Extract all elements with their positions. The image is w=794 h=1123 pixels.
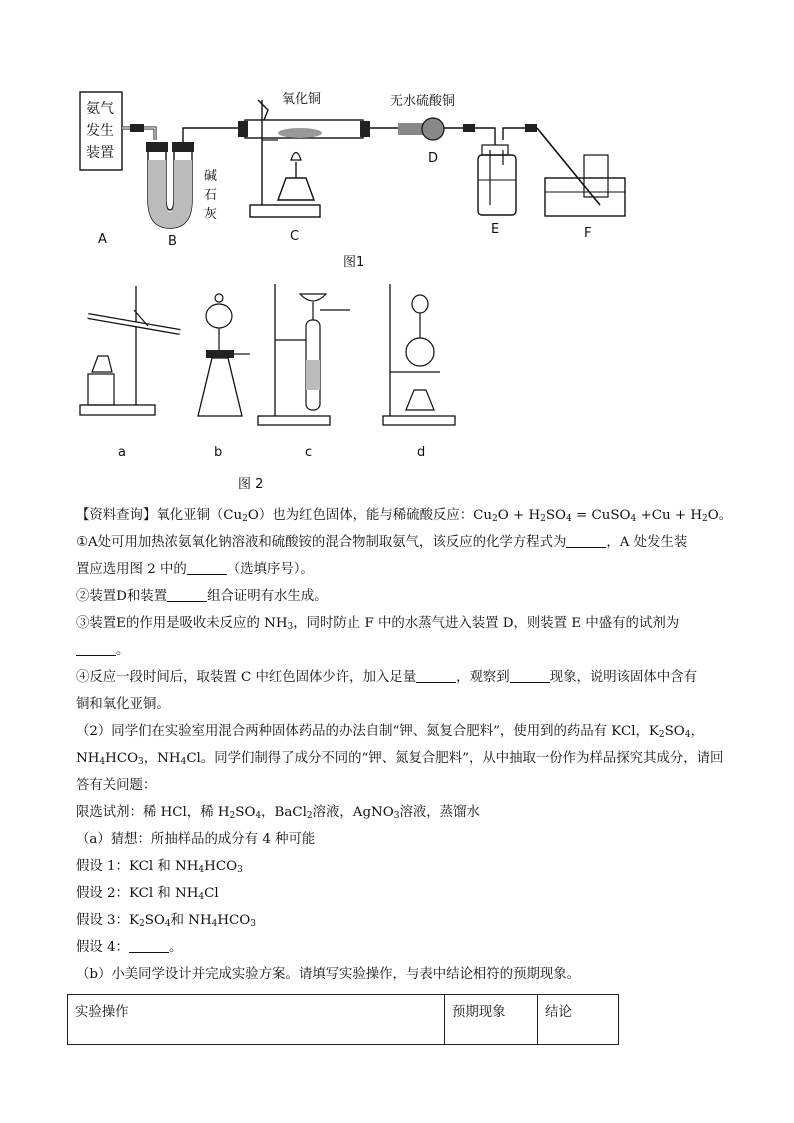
fig1-caption: 图1 — [343, 255, 365, 270]
hypothesis-4: 假设 4： 。 — [76, 940, 183, 955]
table-header-row — [68, 995, 619, 1045]
answer-blank[interactable] — [187, 560, 227, 575]
info-body: 氧化亚铜（Cu — [156, 508, 243, 523]
answer-blank[interactable] — [76, 641, 116, 656]
fig1-box-line-3: 装置 — [86, 145, 114, 161]
guess-line: （a）猜想：所抽样品的成分有 4 种可能 — [76, 832, 316, 847]
fig1-label-f: F — [584, 226, 592, 241]
info-paragraph: 【资料查询】氧化亚铜$(Cu_2O)$也为红色固体，能与稀硫酸反应：$Cu_2O + H_2SO_4$ = CuSO$_4$ $+Cu + H_2O$。 — [76, 508, 733, 524]
fig2-caption: 图 2 — [238, 477, 264, 490]
hypothesis-3: 假设 3：$K_2SO_4$和 $NH_4HCO_3$ — [76, 913, 256, 929]
experiment-table — [67, 994, 619, 1045]
fig2-label-c: c — [305, 445, 313, 460]
question-3-line-2: 。 — [76, 637, 129, 664]
hypothesis-2: 假设 2：KCl 和 $NH_4Cl$ — [76, 886, 219, 902]
fig1-anhydrous-cuso4: 无水硫酸铜 — [390, 94, 456, 109]
header-operation: 实验操作 — [68, 995, 445, 1045]
header-conclusion: 结论 — [538, 995, 619, 1045]
fig2-label-a: a — [118, 445, 126, 460]
fig1-label-a: A — [98, 232, 107, 247]
fig1-soda-lime-1: 碱 — [204, 169, 218, 184]
part-2-line-3: 答有关问题： — [76, 778, 157, 793]
answer-blank[interactable] — [566, 533, 606, 548]
design-line: （b）小美同学设计并完成实验方案。请填写实验操作，与表中结论相符的预期现象。 — [76, 967, 581, 982]
header-phenomenon: 预期现象 — [445, 995, 538, 1045]
fig1-label-e: E — [491, 222, 500, 237]
figure-2-apparatus — [0, 280, 794, 490]
question-1-line-1: ①A处可用加热浓氨氧化钠溶液和硫酸铵的混合物制取氨气，该反应的化学方程式为 ，A 处发生装 — [76, 535, 688, 550]
fig1-soda-lime-3: 灰 — [204, 207, 218, 222]
fig1-box-line-2: 发生 — [86, 123, 114, 139]
fig1-label-b: B — [168, 234, 177, 249]
answer-blank[interactable] — [510, 668, 550, 683]
answer-blank[interactable] — [416, 668, 456, 683]
fig2-label-b: b — [214, 445, 223, 460]
fig1-copper-oxide: 氧化铜 — [282, 92, 322, 107]
question-3-line-1: ③装置E的作用是吸收未反应的 $NH_3$，同时防止 F 中的水蒸气进入装置 D，则装置 E 中盛有的试剂为 — [76, 616, 680, 632]
hypothesis-1: 假设 1：KCl 和 $NH_4HCO_3$ — [76, 859, 243, 875]
fig2-label-d: d — [417, 445, 426, 460]
fig1-soda-lime-2: 石 — [204, 188, 218, 203]
question-1-line-2: 置应选用图 2 中的 （选填序号）。 — [76, 562, 314, 577]
part-2-line-2: $NH_4HCO_3$，$NH_4Cl$。同学们制得了成分不同的“钾、氮复合肥料”，从中抽取一份作为样品探究其成分，请回 — [76, 751, 724, 767]
question-2: ②装置D和装置 组合证明有水生成。 — [76, 589, 328, 604]
reagents-line: 限选试剂：稀 HCl，稀 $H_2SO_4$，BaCl$_2$溶液，AgNO$_3$溶液，蒸馏水 — [76, 805, 480, 821]
answer-blank[interactable] — [167, 587, 207, 602]
fig1-label-c: C — [290, 229, 300, 244]
question-4-line-2: 铜和氧化亚铜。 — [76, 697, 170, 712]
part-2-line-1: （2）同学们在实验室用混合两种固体药品的办法自制“钾、氮复合肥料”，使用到的药品有 KCl，$K_2SO_4$， — [76, 724, 704, 740]
answer-blank[interactable] — [129, 938, 169, 953]
fig1-box-line-1: 氨气 — [86, 101, 114, 117]
question-4-line-1: ④反应一段时间后，取装置 C 中红色固体少许，加入足量 ，观察到 现象，说明该固体中含有 — [76, 670, 697, 685]
figure-1-apparatus — [0, 0, 794, 280]
info-bracket: 【资料查询】 — [76, 508, 157, 523]
fig1-label-d: D — [428, 151, 439, 166]
